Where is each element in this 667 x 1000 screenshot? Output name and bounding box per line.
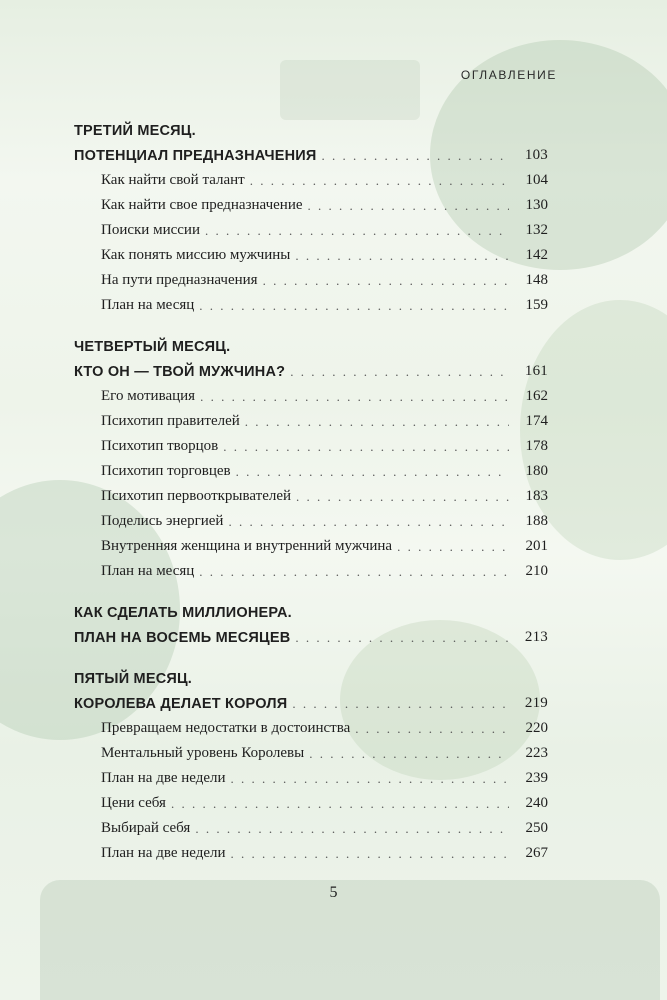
toc-entry[interactable] [74,289,548,314]
toc-entry-label: Ментальный уровень Королевы [101,745,305,761]
toc-entry-page: 250 [525,820,548,836]
section-title-line1 [74,596,548,621]
dot-leader [223,439,509,455]
toc-entry[interactable] [74,787,548,812]
toc-section [74,114,548,314]
section-title-text: ТРЕТИЙ МЕСЯЦ. [74,123,196,139]
toc-entry[interactable] [74,530,548,555]
toc-entry-page: 220 [525,720,548,736]
toc-entry-page: 130 [525,197,548,213]
toc-entry-label: Как найти свой талант [101,172,245,188]
dot-leader [231,771,509,787]
toc-entry-page: 183 [525,488,548,504]
toc-entry-page: 239 [525,770,548,786]
toc-entry-label: Цени себя [101,795,166,811]
toc-entry-page: 142 [525,247,548,263]
toc-entry[interactable] [74,164,548,189]
toc-entry-label: Психотип правителей [101,413,240,429]
toc-entry[interactable] [74,712,548,737]
dot-leader [199,564,509,580]
toc-entry[interactable] [74,505,548,530]
toc-entry-label: На пути предназначения [101,272,258,288]
toc-entry-label: План на месяц [101,297,195,313]
dot-leader [397,539,509,555]
toc-entry[interactable] [74,430,548,455]
dot-leader [250,173,509,189]
dot-leader [195,821,509,837]
toc-entry-page: 180 [525,463,548,479]
dot-leader [171,796,509,812]
section-page-number: 161 [524,363,548,379]
dot-leader [309,746,509,762]
toc-entry-page: 240 [525,795,548,811]
dot-leader [355,721,509,737]
toc-entry-label: План на две недели [101,845,226,861]
toc-entry-label: Как найти свое предназначение [101,197,303,213]
section-title-text: ПЯТЫЙ МЕСЯЦ. [74,671,193,687]
section-title-text: КАК СДЕЛАТЬ МИЛЛИОНЕРА. [74,605,292,621]
section-title-text: КОРОЛЕВА ДЕЛАЕТ КОРОЛЯ [74,696,288,712]
toc-entry-label: Внутренняя женщина и внутренний мужчина [101,538,393,554]
toc-entry[interactable] [74,405,548,430]
toc-entry-page: 104 [525,172,548,188]
toc-section [74,596,548,646]
dot-leader [322,148,510,164]
section-page-number: 213 [524,629,548,645]
toc-entry-page: 223 [525,745,548,761]
section-title-line1 [74,662,548,687]
section-title-line1 [74,114,548,139]
dot-leader [205,223,509,239]
toc-entry-label: Поделись энергией [101,513,224,529]
toc-entry-label: Психотип творцов [101,438,219,454]
toc-entry[interactable] [74,737,548,762]
dot-leader [308,198,509,214]
table-of-contents [74,114,548,878]
toc-entry[interactable] [74,214,548,239]
toc-entry-label: Психотип первооткрывателей [101,488,292,504]
section-page-number: 103 [524,147,548,163]
section-page-number: 219 [524,695,548,711]
toc-entry[interactable] [74,189,548,214]
toc-entry-label: План на месяц [101,563,195,579]
section-title-text: КТО ОН — ТВОЙ МУЖЧИНА? [74,364,286,380]
toc-entry-page: 201 [525,538,548,554]
toc-entry[interactable] [74,480,548,505]
toc-entry-label: Выбирай себя [101,820,191,836]
toc-entry[interactable] [74,812,548,837]
toc-entry[interactable] [74,239,548,264]
toc-entry[interactable] [74,264,548,289]
dot-leader [295,248,509,264]
toc-entry-page: 188 [525,513,548,529]
dot-leader [296,489,509,505]
toc-entry[interactable] [74,380,548,405]
section-title-line2[interactable] [74,139,548,164]
toc-entry-label: Его мотивация [101,388,196,404]
toc-entry[interactable] [74,762,548,787]
toc-entry[interactable] [74,455,548,480]
toc-entry-page: 159 [525,297,548,313]
dot-leader [245,414,509,430]
toc-entry-label: Поиски миссии [101,222,200,238]
section-title-line2[interactable] [74,621,548,646]
toc-entry-label: План на две недели [101,770,226,786]
section-title-line2[interactable] [74,687,548,712]
section-title-text: ПОТЕНЦИАЛ ПРЕДНАЗНАЧЕНИЯ [74,148,317,164]
toc-entry-page: 210 [525,563,548,579]
toc-section [74,330,548,580]
section-title-text: ЧЕТВЕРТЫЙ МЕСЯЦ. [74,339,231,355]
toc-entry-label: Психотип торговцев [101,463,231,479]
section-title-line1 [74,330,548,355]
toc-entry-label: Как понять миссию мужчины [101,247,291,263]
running-header: ОГЛАВЛЕНИЕ [460,68,557,82]
toc-entry-page: 267 [525,845,548,861]
toc-entry-page: 162 [525,388,548,404]
toc-section [74,662,548,862]
dot-leader [263,273,509,289]
dot-leader [200,389,509,405]
toc-entry[interactable] [74,555,548,580]
dot-leader [295,630,509,646]
dot-leader [290,364,509,380]
section-title-text: ПЛАН НА ВОСЕМЬ МЕСЯЦЕВ [74,630,291,646]
page-number: 5 [329,884,338,901]
dot-leader [236,464,509,480]
dot-leader [228,514,509,530]
toc-entry[interactable] [74,837,548,862]
dot-leader [231,846,509,862]
section-title-line2[interactable] [74,355,548,380]
toc-entry-page: 178 [525,438,548,454]
toc-entry-page: 174 [525,413,548,429]
toc-entry-label: Превращаем недостатки в достоинства [101,720,351,736]
dot-leader [292,696,509,712]
toc-entry-page: 148 [525,272,548,288]
toc-entry-page: 132 [525,222,548,238]
dot-leader [199,298,509,314]
